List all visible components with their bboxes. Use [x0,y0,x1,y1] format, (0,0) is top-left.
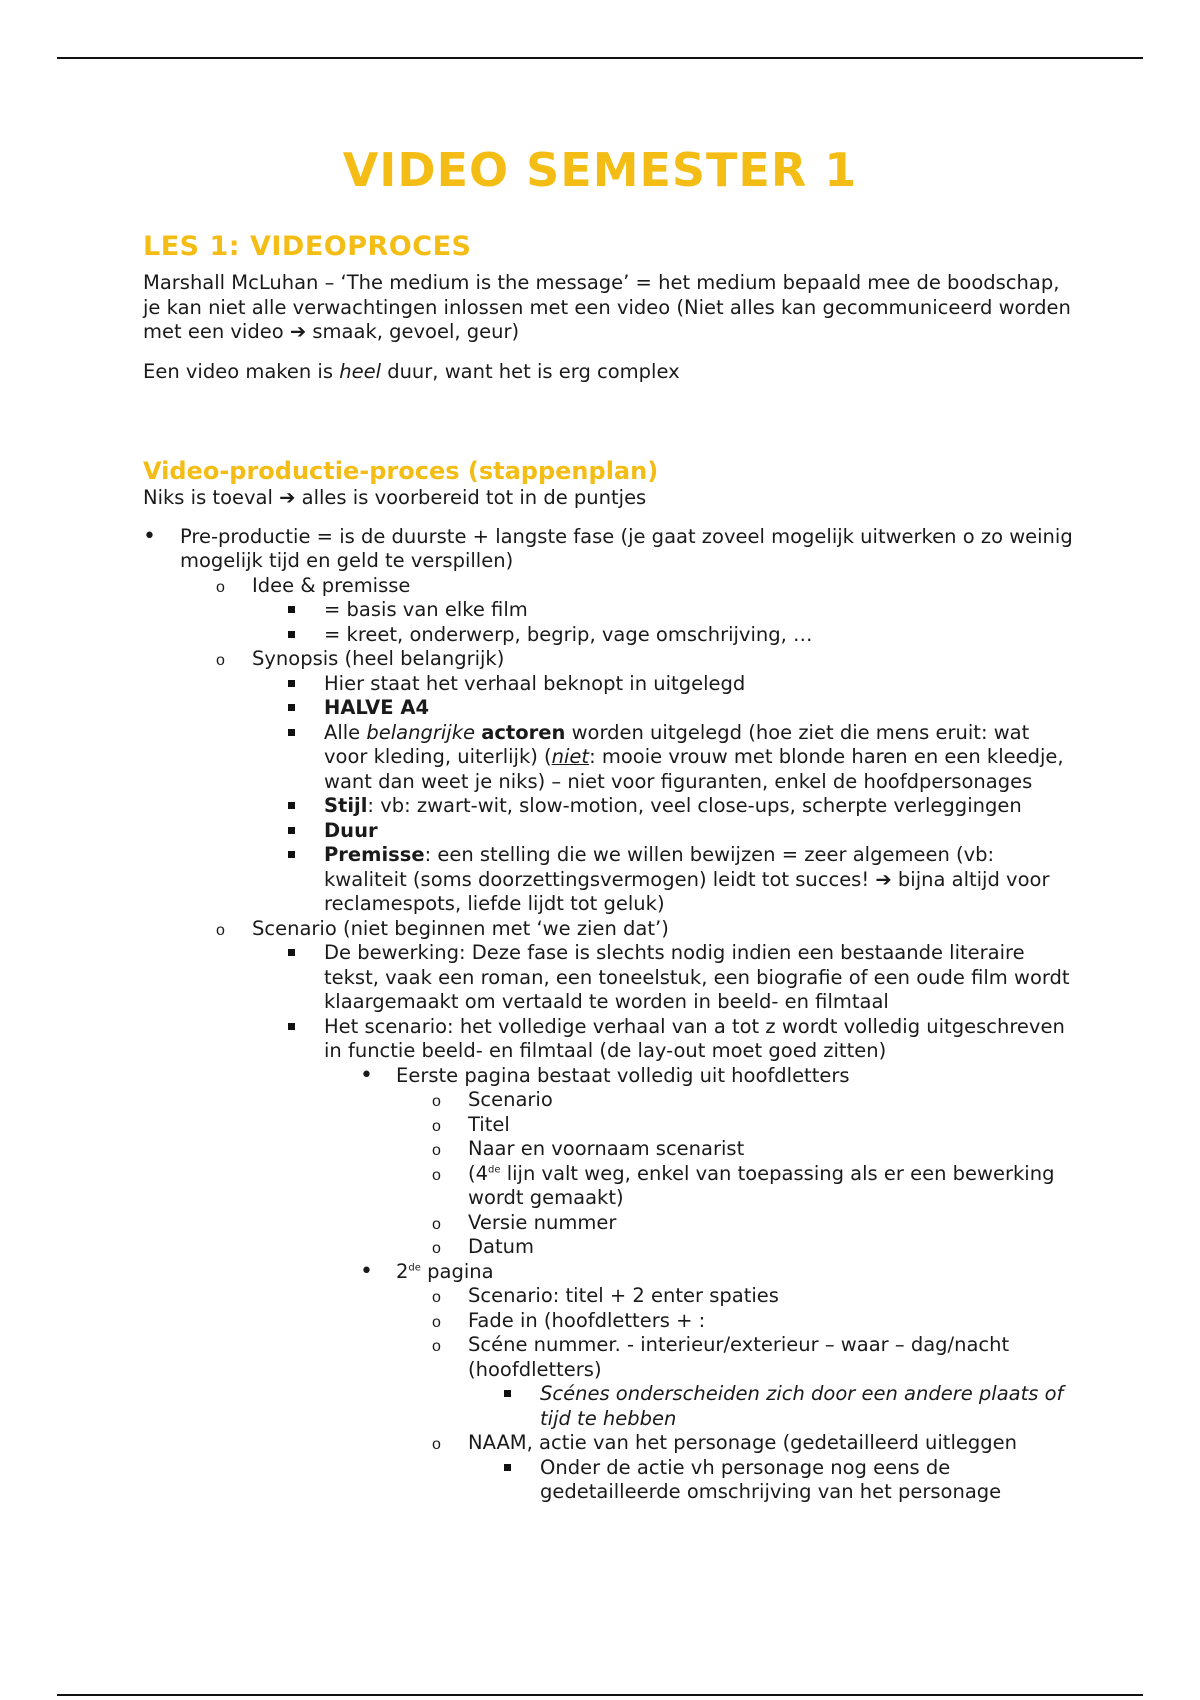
list-item: o Scenario [432,1088,1073,1113]
list-item: Alle belangrijke actoren worden uitgelegd (hoe ziet die mens eruit: wat voor kleding, uiterlijk) (niet: mooie vrouw met blonde haren en een kleedje, want dan weet je niks) – niet voor figuranten, enkel de hoofdpersonages [288,721,1073,795]
list-item: = basis van elke film [288,598,1073,623]
list-item: Scénes onderscheiden zich door een andere plaats of tijd te hebben [504,1382,1073,1431]
list-item: o NAAM, actie van het personage (gedetailleerd uitleggen Onder de actie vh personage nog eens de gedetailleerde omschrijving van het personage [432,1431,1073,1505]
square-bullet-icon [504,1382,524,1407]
list-item: Onder de actie vh personage nog eens de gedetailleerde omschrijving van het personage [504,1456,1073,1505]
list-item: o Scéne nummer. - interieur/exterieur – waar – dag/nacht (hoofdletters) Scénes onderscheiden zich door een andere plaats of tijd te hebben [432,1333,1073,1431]
list-item: o (4de lijn valt weg, enkel van toepassing als er een bewerking wordt gemaakt) [432,1162,1073,1211]
list-item: o Idee & premisse = basis van elke film = kreet, onderwerp, begrip, vage omschrijving, … [216,574,1073,648]
list-item: o Versie nummer [432,1211,1073,1236]
square-bullet-icon [288,721,308,746]
circle-bullet-icon [432,1333,452,1360]
square-bullet-icon [288,696,308,721]
square-bullet-icon [504,1456,524,1481]
circle-bullet-icon [432,1235,452,1262]
square-bullet-icon [288,623,308,648]
circle-bullet-icon [216,647,236,674]
circle-bullet-icon [432,1162,452,1189]
list-item: De bewerking: Deze fase is slechts nodig indien een bestaande literaire tekst, vaak een roman, een toneelstuk, een biografie of een oude film wordt klaargemaakt om vertaald te worden in beeld- en filmtaal [288,941,1073,1015]
circle-bullet-icon [432,1431,452,1458]
subsection-heading: Video-productie-proces (stappenplan) [143,457,659,485]
square-bullet-icon [288,598,308,623]
square-bullet-icon [288,819,308,844]
bullet-icon [360,1064,380,1089]
list-item: o Synopsis (heel belangrijk) Hier staat het verhaal beknopt in uitgelegd HALVE A4 Alle belangrijke actoren worden uitgelegd (hoe ziet die mens eruit: wat voor kleding, uiterlijk) (niet: mooie vrouw met blonde haren en een kleedje, want dan weet je niks) – niet voor figuranten, enkel de hoofdpersonages Stijl: vb: zwart-wit, slow-motion, veel close-ups, scherpte verleggingen Duur Premisse: een stelling die we willen bewijzen = zeer algemeen (vb: kwaliteit (soms doorzettingsvermogen) leidt tot succes! ➔ bijna altijd voor reclamespots, liefde lijdt tot geluk) [216,647,1073,917]
list-item: o Scenario (niet beginnen met ‘we zien dat’) De bewerking: Deze fase is slechts nodig indien een bestaande literaire tekst, vaak een roman, een toneelstuk, een biografie of een oude film wordt klaargemaakt om vertaald te worden in beeld- en filmtaal Het scenario: het volledige verhaal van a tot z wordt volledig uitgeschreven in functie beeld- en filmtaal (de lay-out moet goed zitten) • Eerste pagina bestaat volledig uit hoofdletters o Scenario o Titel o Naar en voornaam scenarist o (4de lijn valt weg, enkel van toepassing als er een bewerking wordt gemaakt) o Versie nummer o Datum • 2de pagina o Scenario: titel + 2 enter spaties o Fade in (hoofdletters + : o Scéne nummer. - interieur/exterieur – waar – dag/nacht (hoofdletters) Scénes onderscheiden zich door een andere plaats of tijd te hebben o NAAM, actie van het personage (gedetailleerd uitleggen Onder de actie vh personage nog eens de gedetailleerde omschrijving van het personage [216,917,1073,1505]
list-item: HALVE A4 [288,696,1073,721]
list-item: Het scenario: het volledige verhaal van a tot z wordt volledig uitgeschreven in functie beeld- en filmtaal (de lay-out moet goed zitten) • Eerste pagina bestaat volledig uit hoofdletters o Scenario o Titel o Naar en voornaam scenarist o (4de lijn valt weg, enkel van toepassing als er een bewerking wordt gemaakt) o Versie nummer o Datum • 2de pagina o Scenario: titel + 2 enter spaties o Fade in (hoofdletters + : o Scéne nummer. - interieur/exterieur – waar – dag/nacht (hoofdletters) Scénes onderscheiden zich door een andere plaats of tijd te hebben o NAAM, actie van het personage (gedetailleerd uitleggen Onder de actie vh personage nog eens de gedetailleerde omschrijving van het personage [288,1015,1073,1505]
list-item: Stijl: vb: zwart-wit, slow-motion, veel close-ups, scherpte verleggingen [288,794,1073,819]
list-item: o Scenario: titel + 2 enter spaties [432,1284,1073,1309]
square-bullet-icon [288,672,308,697]
circle-bullet-icon [216,574,236,601]
list-item: Hier staat het verhaal beknopt in uitgelegd [288,672,1073,697]
list-item: • 2de pagina o Scenario: titel + 2 enter spaties o Fade in (hoofdletters + : o Scéne nummer. - interieur/exterieur – waar – dag/nacht (hoofdletters) Scénes onderscheiden zich door een andere plaats of tijd te hebben o NAAM, actie van het personage (gedetailleerd uitleggen Onder de actie vh personage nog eens de gedetailleerde omschrijving van het personage [360,1260,1073,1505]
bullet-icon [143,525,163,550]
circle-bullet-icon [432,1309,452,1336]
list-item: o Naar en voornaam scenarist [432,1137,1073,1162]
circle-bullet-icon [432,1088,452,1115]
bottom-rule [57,1694,1143,1696]
paragraph-video-cost: Een video maken is heel duur, want het is erg complex [143,359,680,383]
document-body [143,225,1073,1505]
list-item: o Titel [432,1113,1073,1138]
square-bullet-icon [288,794,308,819]
list-item: Premisse: een stelling die we willen bewijzen = zeer algemeen (vb: kwaliteit (soms doorzettingsvermogen) leidt tot succes! ➔ bijna altijd voor reclamespots, liefde lijdt tot geluk) [288,843,1073,917]
list-item: o Fade in (hoofdletters + : [432,1309,1073,1334]
outline-list [143,525,1073,1505]
square-bullet-icon [288,1015,308,1040]
circle-bullet-icon [432,1284,452,1311]
document-title: VIDEO SEMESTER 1 [342,143,858,197]
list-item: • Eerste pagina bestaat volledig uit hoofdletters o Scenario o Titel o Naar en voornaam scenarist o (4de lijn valt weg, enkel van toepassing als er een bewerking wordt gemaakt) o Versie nummer o Datum [360,1064,1073,1260]
paragraph-mcluhan: Marshall McLuhan – ‘The medium is the message’ = het medium bepaald mee de boodschap, je kan niet alle verwachtingen inlossen met een video (Niet alles kan gecommuniceerd worden met een video ➔ smaak, gevoel, geur) [143,271,1071,343]
square-bullet-icon [288,843,308,868]
subsection-intro: Niks is toeval ➔ alles is voorbereid tot in de puntjes [143,486,647,509]
square-bullet-icon [288,941,308,966]
bullet-icon [360,1260,380,1285]
top-rule [57,57,1143,59]
list-item: = kreet, onderwerp, begrip, vage omschrijving, … [288,623,1073,648]
list-item: • Pre-productie = is de duurste + langste fase (je gaat zoveel mogelijk uitwerken o zo weinig mogelijk tijd en geld te verspillen) o Idee & premisse = basis van elke film = kreet, onderwerp, begrip, vage omschrijving, … o Synopsis (heel belangrijk) Hier staat het verhaal beknopt in uitgelegd HALVE A4 Alle belangrijke actoren worden uitgelegd (hoe ziet die mens eruit: wat voor kleding, uiterlijk) (niet: mooie vrouw met blonde haren en een kleedje, want dan weet je niks) – niet voor figuranten, enkel de hoofdpersonages Stijl: vb: zwart-wit, slow-motion, veel close-ups, scherpte verleggingen Duur Premisse: een stelling die we willen bewijzen = zeer algemeen (vb: kwaliteit (soms doorzettingsvermogen) leidt tot succes! ➔ bijna altijd voor reclamespots, liefde lijdt tot geluk) o Scenario (niet beginnen met ‘we zien dat’) De bewerking: Deze fase is slechts nodig indien een bestaande literaire tekst, vaak een roman, een toneelstuk, een biografie of een oude film wordt klaargemaakt om vertaald te worden in beeld- en filmtaal Het scenario: het volledige verhaal van a tot z wordt volledig uitgeschreven in functie beeld- en filmtaal (de lay-out moet goed zitten) • Eerste pagina bestaat volledig uit hoofdletters o Scenario o Titel o Naar en voornaam scenarist o (4de lijn valt weg, enkel van toepassing als er een bewerking wordt gemaakt) o Versie nummer o Datum • 2de pagina o Scenario: titel + 2 enter spaties o Fade in (hoofdletters + : o Scéne nummer. - interieur/exterieur – waar – dag/nacht (hoofdletters) Scénes onderscheiden zich door een andere plaats of tijd te hebben o NAAM, actie van het personage (gedetailleerd uitleggen Onder de actie vh personage nog eens de gedetailleerde omschrijving van het personage [143,525,1073,1505]
circle-bullet-icon [216,917,236,944]
section-heading: LES 1: VIDEOPROCES [143,231,472,262]
list-item: o Datum [432,1235,1073,1260]
circle-bullet-icon [432,1113,452,1140]
list-item: Duur [288,819,1073,844]
circle-bullet-icon [432,1137,452,1164]
circle-bullet-icon [432,1211,452,1238]
